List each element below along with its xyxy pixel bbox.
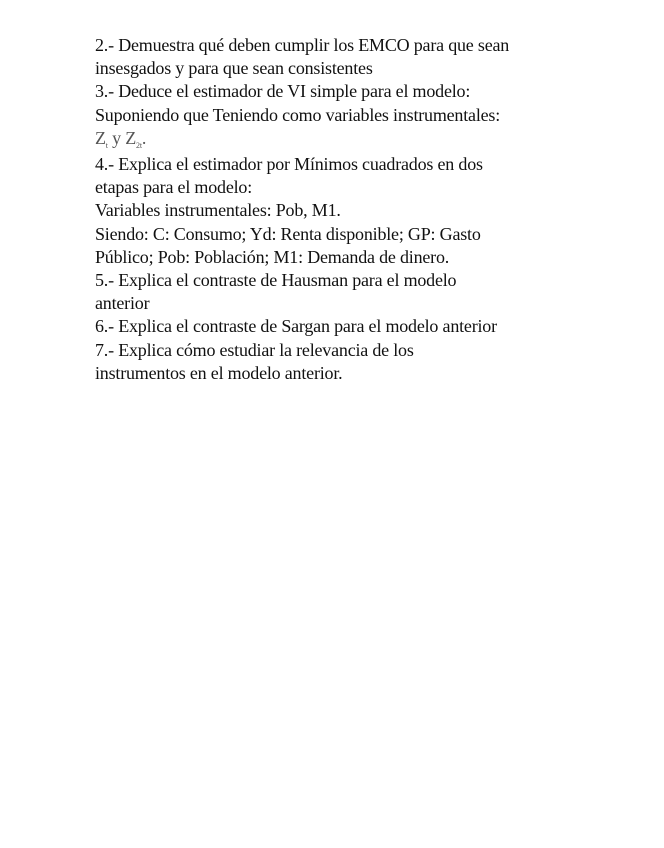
question-4-line-3: Variables instrumentales: Pob, M1. [95, 200, 341, 221]
question-4 [95, 153, 595, 269]
instrument-variables-line [95, 127, 595, 153]
question-4-line-2: etapas para el modelo: [95, 177, 253, 198]
exam-questions [95, 34, 595, 385]
question-7-line-1: 7.- Explica cómo estudiar la relevancia de los [95, 339, 414, 360]
question-5 [95, 269, 595, 315]
question-4-line-5: Público; Pob: Población; M1: Demanda de dinero. [95, 246, 450, 267]
question-7 [95, 339, 595, 385]
question-7-line-2: instrumentos en el modelo anterior. [95, 362, 343, 383]
question-4-line-1: 4.- Explica el estimador por Mínimos cuadrados en dos [95, 154, 483, 175]
instrument-z1: Z [95, 127, 106, 148]
question-5-line-2: anterior [95, 293, 150, 314]
question-6 [95, 315, 595, 338]
question-3-line-1: 3.- Deduce el estimador de VI simple para el modelo: [95, 81, 471, 102]
question-5-line-1: 5.- Explica el contraste de Hausman para el modelo [95, 270, 457, 291]
question-2-line-1: 2.- Demuestra qué deben cumplir los EMCO para que sean [95, 35, 510, 55]
question-2-line-2: insesgados y para que sean consistentes [95, 58, 373, 79]
question-4-line-4: Siendo: C: Consumo; Yd: Renta disponible; GP: Gasto [95, 223, 481, 244]
question-3 [95, 80, 595, 153]
instrument-period: . [141, 127, 147, 148]
instrument-conjunction: y [107, 127, 126, 148]
instrument-z1-subscript: t [105, 140, 108, 150]
question-6-line-1: 6.- Explica el contraste de Sargan para el modelo anterior [95, 316, 497, 337]
instrument-z2-subscript: 2t [136, 140, 142, 150]
instrument-z2: Z [125, 127, 137, 148]
question-3-line-2: Suponiendo que Teniendo como variables instrumentales: [95, 104, 501, 125]
question-2 [95, 34, 595, 80]
